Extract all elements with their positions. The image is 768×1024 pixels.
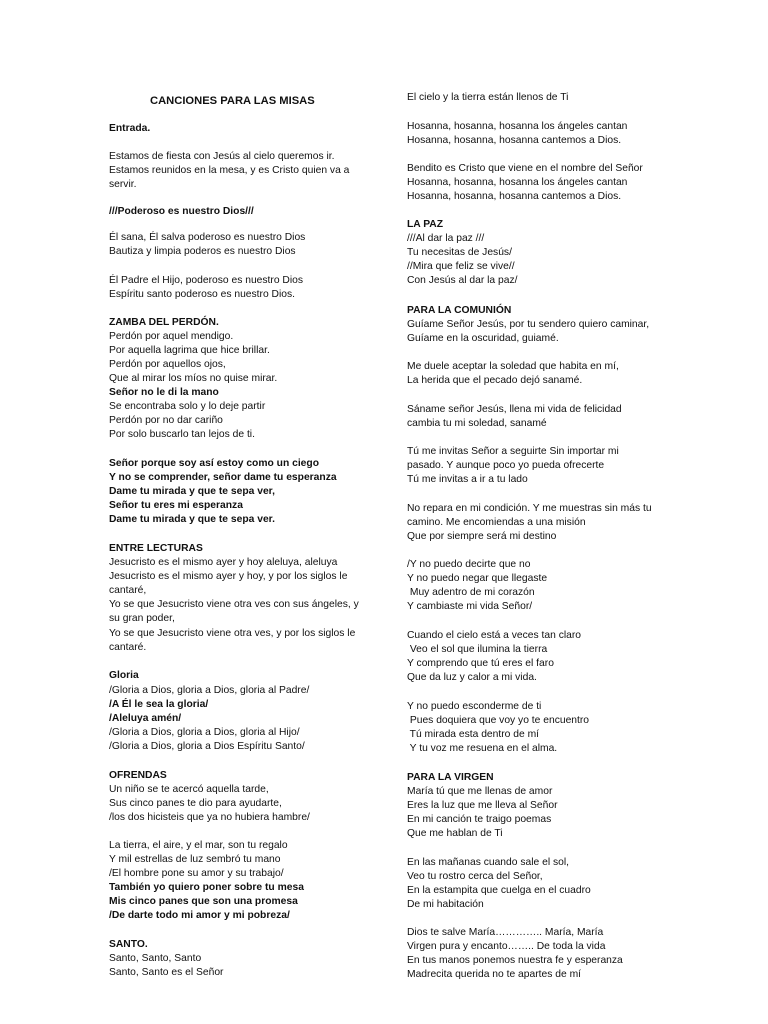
- chorus-line: ///Poderoso es nuestro Dios///: [109, 206, 254, 217]
- lyric-line: Y mil estrellas de luz sembró tu mano: [109, 854, 281, 865]
- lyric-line: Bendito es Cristo que viene en el nombre del Señor: [407, 163, 643, 174]
- lyric-line: Madrecita querida no te apartes de mí: [407, 969, 582, 980]
- lyric-line: Tú me invitas a ir a tu lado: [407, 474, 528, 485]
- lyric-line: Me duele aceptar la soledad que habita en mí,: [407, 361, 619, 372]
- lyric-line: //Mira que feliz se vive//: [407, 261, 515, 272]
- section-heading-santo: SANTO.: [109, 939, 148, 950]
- section-heading-virgen: PARA LA VIRGEN: [407, 772, 494, 783]
- lyric-line: Jesucristo es el mismo ayer y hoy aleluya, aleluya: [109, 557, 338, 568]
- lyric-line: Hosanna, hosanna, hosanna cantemos a Dios.: [407, 191, 622, 202]
- section-heading-entre-lecturas: ENTRE LECTURAS: [109, 543, 203, 554]
- lyric-line: Hosanna, hosanna, hosanna los ángeles cantan: [407, 177, 628, 188]
- lyric-line: Guíame en la oscuridad, guiamé.: [407, 333, 559, 344]
- lyric-line: /Gloria a Dios, gloria a Dios, gloria al Hijo/: [109, 727, 300, 738]
- lyric-line: Que me hablan de Ti: [407, 828, 503, 839]
- lyric-line: pasado. Y aunque poco yo pueda ofrecerte: [407, 460, 605, 471]
- lyric-line: /Y no puedo decirte que no: [407, 559, 531, 570]
- lyric-line: Perdón por aquel mendigo.: [109, 331, 234, 342]
- lyric-line: Por solo buscarlo tan lejos de ti.: [109, 429, 255, 440]
- lyric-line-bold: /Aleluya amén/: [109, 713, 182, 724]
- lyric-line: Y no puedo esconderme de ti: [407, 701, 542, 712]
- chorus-line: Dame tu mirada y que te sepa ver.: [109, 514, 275, 525]
- lyric-line: Hosanna, hosanna, hosanna cantemos a Dios.: [407, 135, 622, 146]
- lyric-line: Jesucristo es el mismo ayer y hoy, y por los siglos le: [109, 571, 348, 582]
- lyric-line: Tú mirada esta dentro de mí: [407, 729, 540, 740]
- lyric-line: Que da luz y calor a mi vida.: [407, 672, 537, 683]
- lyric-line: Con Jesús al dar la paz/: [407, 275, 518, 286]
- lyric-line: cantaré,: [109, 585, 147, 596]
- lyric-line: El cielo y la tierra están llenos de Ti: [407, 92, 569, 103]
- lyric-line: Bautiza y limpia poderos es nuestro Dios: [109, 246, 296, 257]
- lyric-line: Guíame Señor Jesús, por tu sendero quiero caminar,: [407, 319, 650, 330]
- lyric-line: Él Padre el Hijo, poderoso es nuestro Dios: [109, 275, 304, 286]
- lyric-line: Espíritu santo poderoso es nuestro Dios.: [109, 289, 296, 300]
- lyric-line: Que al mirar los míos no quise mirar.: [109, 373, 278, 384]
- chorus-line: Dame tu mirada y que te sepa ver,: [109, 486, 275, 497]
- page-title: CANCIONES PARA LAS MISAS: [150, 95, 315, 107]
- lyric-line-bold: Mis cinco panes que son una promesa: [109, 896, 298, 907]
- lyric-line: Un niño se te acercó aquella tarde,: [109, 784, 269, 795]
- lyric-line: Él sana, Él salva poderoso es nuestro Dios: [109, 232, 306, 243]
- lyric-line: Se encontraba solo y lo deje partir: [109, 401, 266, 412]
- lyric-line: Cuando el cielo está a veces tan claro: [407, 630, 582, 641]
- lyric-line-bold: /De darte todo mi amor y mi pobreza/: [109, 910, 290, 921]
- lyric-line: Veo tu rostro cerca del Señor,: [407, 871, 543, 882]
- section-heading-gloria: Gloria: [109, 670, 139, 681]
- lyric-line-bold: /A Él le sea la gloria/: [109, 699, 209, 710]
- section-heading-comunion: PARA LA COMUNIÓN: [407, 305, 512, 316]
- lyric-line: En mi canción te traigo poemas: [407, 814, 552, 825]
- lyric-line: La herida que el pecado dejó sanamé.: [407, 375, 583, 386]
- lyric-line: En la estampita que cuelga en el cuadro: [407, 885, 591, 896]
- lyric-line: Santo, Santo, Santo: [109, 953, 202, 964]
- lyric-line: cambia tu mi soledad, sanamé: [407, 418, 547, 429]
- lyric-line: Muy adentro de mi corazón: [407, 587, 535, 598]
- lyric-line: De mi habitación: [407, 899, 484, 910]
- lyric-line: Por aquella lagrima que hice brillar.: [109, 345, 270, 356]
- chorus-line: Y no se comprender, señor dame tu esperanza: [109, 472, 337, 483]
- lyric-line: Tú me invitas Señor a seguirte Sin importar mi: [407, 446, 619, 457]
- lyric-line: Y cambiaste mi vida Señor/: [407, 601, 533, 612]
- lyric-line: /Gloria a Dios, gloria a Dios, gloria al Padre/: [109, 685, 310, 696]
- lyric-line: Estamos de fiesta con Jesús al cielo queremos ir.: [109, 151, 335, 162]
- lyric-line: Eres la luz que me lleva al Señor: [407, 800, 558, 811]
- lyric-line: Santo, Santo es el Señor: [109, 967, 224, 978]
- lyric-line: Hosanna, hosanna, hosanna los ángeles cantan: [407, 121, 628, 132]
- lyric-line-bold: Señor no le di la mano: [109, 387, 219, 398]
- lyric-line: servir.: [109, 179, 137, 190]
- lyric-line: En las mañanas cuando sale el sol,: [407, 857, 569, 868]
- lyric-line: Yo se que Jesucristo viene otra ves con sus ángeles, y: [109, 599, 359, 610]
- lyric-line: Virgen pura y encanto…….. De toda la vida: [407, 941, 606, 952]
- lyric-line: Dios te salve María………….. María, María: [407, 927, 604, 938]
- lyric-line: Yo se que Jesucristo viene otra ves, y por los siglos le: [109, 628, 356, 639]
- lyric-line: camino. Me encomiendas a una misión: [407, 517, 586, 528]
- lyric-line: Tu necesitas de Jesús/: [407, 247, 512, 258]
- lyric-line: cantaré.: [109, 642, 147, 653]
- chorus-line: Señor tu eres mi esperanza: [109, 500, 243, 511]
- lyric-line: Que por siempre será mi destino: [407, 531, 557, 542]
- lyric-line: Estamos reunidos en la mesa, y es Cristo quien va a: [109, 165, 350, 176]
- lyric-line: María tú que me llenas de amor: [407, 786, 553, 797]
- lyric-line: Y tu voz me resuena en el alma.: [407, 743, 558, 754]
- lyric-line: En tus manos ponemos nuestra fe y esperanza: [407, 955, 623, 966]
- lyric-line: Perdón por no dar cariño: [109, 415, 223, 426]
- lyric-line: /El hombre pone su amor y su trabajo/: [109, 868, 284, 879]
- section-heading-la-paz: LA PAZ: [407, 219, 444, 230]
- section-heading-zamba: ZAMBA DEL PERDÓN.: [109, 317, 219, 328]
- lyric-line: La tierra, el aire, y el mar, son tu regalo: [109, 840, 288, 851]
- lyric-line: Sáname señor Jesús, llena mi vida de felicidad: [407, 404, 622, 415]
- section-heading-entrada: Entrada.: [109, 123, 151, 134]
- lyric-line: Perdón por aquellos ojos,: [109, 359, 226, 370]
- lyric-line: Veo el sol que ilumina la tierra: [407, 644, 548, 655]
- section-heading-ofrendas: OFRENDAS: [109, 770, 167, 781]
- lyric-line: Sus cinco panes te dio para ayudarte,: [109, 798, 282, 809]
- lyric-line: ///Al dar la paz ///: [407, 233, 485, 244]
- lyric-line: /los dos hicisteis que ya no hubiera hambre/: [109, 812, 310, 823]
- lyric-line: Pues doquiera que voy yo te encuentro: [407, 715, 590, 726]
- lyric-line: Y no puedo negar que llegaste: [407, 573, 548, 584]
- lyric-line: No repara en mi condición. Y me muestras sin más tu: [407, 503, 652, 514]
- lyric-line: Y comprendo que tú eres el faro: [407, 658, 554, 669]
- lyric-line: su gran poder,: [109, 613, 175, 624]
- lyric-line: /Gloria a Dios, gloria a Dios Espíritu Santo/: [109, 741, 305, 752]
- lyric-line-bold: También yo quiero poner sobre tu mesa: [109, 882, 304, 893]
- chorus-line: Señor porque soy así estoy como un ciego: [109, 458, 319, 469]
